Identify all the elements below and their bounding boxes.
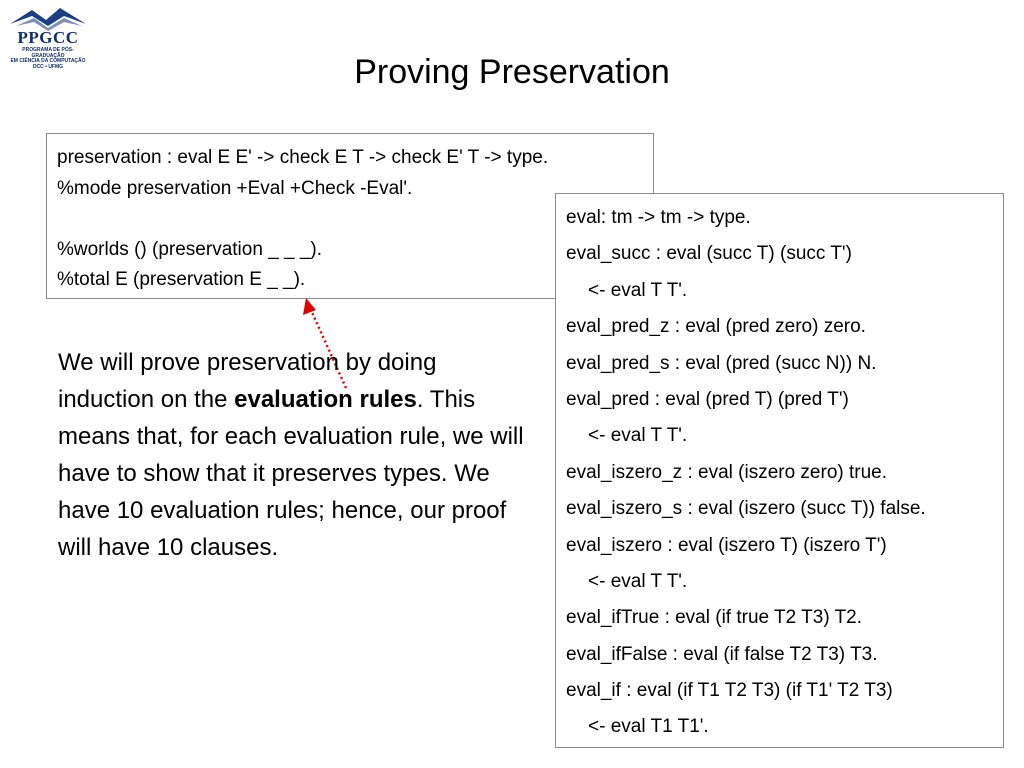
logo-subtitle-line: EM CIÊNCIA DA COMPUTAÇÃO [10,58,86,65]
code-line: %mode preservation +Eval +Check -Eval'. [57,177,413,199]
eval-rule-line: eval_iszero : eval (iszero T) (iszero T') [566,534,887,556]
eval-rule-premise-line: <- eval T T'. [588,425,688,447]
eval-rule-line: eval_pred_s : eval (pred (succ N)) N. [566,352,877,374]
logo-subtitle-line: PROGRAMA DE PÓS-GRADUAÇÃO [22,47,74,59]
code-line: %total E (preservation E _ _). [57,269,306,290]
logo-subtitle-line: DCC • UFMG [32,63,64,70]
code-line: %worlds () (preservation _ _ _). [57,238,323,260]
eval-rule-line: eval_if : eval (if T1 T2 T3) (if T1' T2 T3) [566,680,893,702]
eval-rule-premise-line: <- eval T T'. [588,570,688,592]
slide-title: Proving Preservation [354,53,670,91]
explanation-text-continued: . This means that, for each evaluation rule, we will have to show that it preserves types. We have 10 evaluation rules; hence, our proof will have 10 clauses. [58,386,524,561]
emphasis-text: evaluation rules [234,386,417,413]
eval-rule-line: eval_pred : eval (pred T) (pred T') [566,388,849,410]
eval-rule-line: eval_iszero_s : eval (iszero (succ T)) false. [566,498,926,520]
code-line: preservation : eval E E' -> check E T -> check E' T -> type. [57,147,549,168]
eval-rule-line: eval_pred_z : eval (pred zero) zero. [566,316,866,338]
logo-title: PPGCC [17,28,79,47]
eval-rule-line: eval_ifTrue : eval (if true T2 T3) T2. [566,607,863,629]
explanation-paragraph [58,344,538,566]
eval-rule-premise-line: <- eval T T'. [588,279,688,301]
eval-rule-line: eval: tm -> tm -> type. [566,207,751,228]
eval-rule-line: eval_iszero_z : eval (iszero zero) true. [566,461,888,483]
eval-rules-code-box [555,193,1004,748]
eval-rule-line: eval_succ : eval (succ T) (succ T') [566,243,852,265]
eval-rule-premise-line: <- eval T1 T1'. [588,716,709,738]
explanation-text: We will prove preservation by doing induction on the [58,349,437,413]
eval-rule-line: eval_ifFalse : eval (if false T2 T3) T3. [566,643,878,665]
